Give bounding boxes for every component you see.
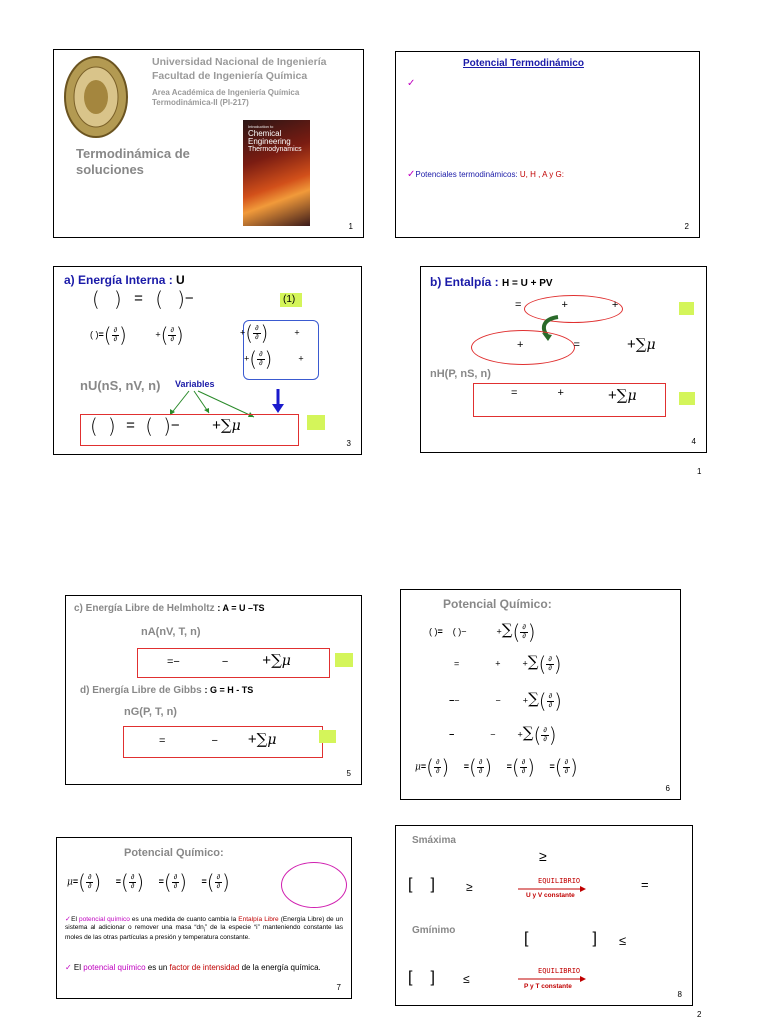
slide4-eq: H = U + PV: [502, 278, 553, 289]
slide-3: [53, 266, 362, 455]
slide5-d-eq: : G = H - TS: [204, 685, 254, 695]
page-number-2: 2: [697, 1010, 702, 1019]
slide4-eq2-sum: +∑μ: [627, 335, 656, 353]
slide6-row4: − − +∑( $\frac{\partial}{\partial}$): [449, 723, 557, 747]
slide7-number: 7: [336, 983, 341, 992]
slide8-le-row2: ≤: [463, 972, 470, 986]
slide8-equals: =: [641, 877, 649, 892]
slide-7: [56, 837, 352, 999]
slide-4: [420, 266, 707, 453]
slide-2: [395, 51, 700, 238]
book-cover-line2: Chemical: [248, 129, 282, 138]
slide8-ge-top: ≥: [539, 848, 547, 864]
faculty-name: Facultad de Ingeniería Química: [152, 70, 308, 82]
slide6-mu-row: μ=( $\frac{\partial}{\partial}$) =( $\frac{\partial}{\partial}$) =( $\frac{\partial}{\partial}$) =( $\frac{\partial}{\partial}$): [415, 755, 578, 779]
slide6-row1: ( )= ( )− +∑( $\frac{\partial}{\partial}$): [429, 620, 536, 644]
slide5-c-eq: : A = U –TS: [217, 603, 265, 613]
slide3-box-partials-2: +( $\frac{\partial}{\partial}$) +: [244, 347, 304, 371]
slide4-title-b: b) Entalpía :: [430, 275, 499, 289]
slide4-highlight-1: [679, 302, 694, 315]
slide3-title-a: a) Energía Interna :: [64, 273, 173, 287]
slide8-gmin: Gmínimo: [412, 925, 456, 936]
slide4-result-sum: +∑μ: [608, 386, 637, 404]
slide5-eq-a: =− − +∑μ: [167, 651, 291, 669]
slide2-letters: U, H , A y G:: [519, 170, 564, 179]
p1-a: El: [71, 916, 79, 923]
slide3-variables: Variables: [175, 379, 215, 389]
slide4-eq1: = + +: [515, 299, 619, 311]
slide2-title: Potencial Termodinámico: [463, 58, 584, 69]
slide8-cond2: P y T constante: [524, 983, 572, 990]
p2-d: factor de intensidad: [169, 963, 240, 972]
slide3-title: [64, 273, 185, 287]
slide5-na: nA(nV, T, n): [141, 626, 201, 638]
slide3-highlight-2: [307, 415, 325, 430]
slide3-box-partials: +( $\frac{\partial}{\partial}$) +: [240, 321, 300, 345]
course-name: Termodinámica-II (PI-217): [152, 98, 249, 107]
book-cover-line3: Engineering: [248, 137, 291, 146]
slide5-c-label: c) Energía Libre de Helmholtz: [74, 603, 215, 614]
p1-e: (Energía Libre) de un sistema al adicionar o remover una masa “dn: [65, 916, 343, 931]
slide3-nu: nU(nS, nV, n): [80, 378, 161, 393]
slide4-highlight-2: [679, 392, 695, 405]
slide3-partials: ( )=( $\frac{\partial}{\partial}$) +( $\frac{\partial}{\partial}$): [90, 323, 184, 347]
slide5-d: [80, 685, 253, 696]
slide2-number: 2: [684, 222, 689, 231]
slide8-row2: [ ]: [408, 969, 435, 986]
slide3-eq1: ( ) = ( )−: [92, 287, 194, 311]
book-cover: [243, 120, 310, 226]
slide5-d-label: d) Energía Libre de Gibbs: [80, 685, 202, 696]
slide1-title-line2: soluciones: [76, 162, 144, 177]
book-cover-line4: Thermodynamics: [248, 146, 302, 153]
slide8-cond1: U y V constante: [526, 892, 575, 899]
slide3-title-u: U: [176, 273, 185, 287]
slide8-bracket-mid: [ ]: [524, 930, 597, 947]
slide-8: [395, 825, 693, 1006]
slide3-marker: (1): [283, 294, 296, 305]
slide-6: [400, 589, 681, 800]
slide3-number: 3: [346, 439, 351, 448]
p2-b: potencial químico: [83, 963, 146, 972]
university-name: Universidad Nacional de Ingeniería: [152, 56, 327, 68]
slide5-ng: nG(P, T, n): [124, 706, 177, 718]
slide4-nh: nH(P, nS, n): [430, 368, 491, 380]
p2-a: El: [71, 963, 84, 972]
slide2-bullet: [407, 169, 564, 180]
slide1-number: 1: [348, 222, 353, 231]
slide2-bullet-text: Potenciales termodinámicos:: [415, 170, 518, 179]
slide8-number: 8: [677, 990, 682, 999]
p1-c: es una medida de cuanto cambia la: [129, 916, 239, 923]
check-icon: ✓: [407, 169, 416, 180]
slide7-magenta-ellipse: [281, 862, 347, 908]
slide1-title-line1: Termodinámica de: [76, 146, 190, 161]
slide8-smax: Smáxima: [412, 835, 456, 846]
slide4-title: [430, 275, 553, 289]
slide7-mu-row: μ=( $\frac{\partial}{\partial}$) =( $\frac{\partial}{\partial}$) =( $\frac{\partial}{\partial}$) =( $\frac{\partial}{\partial}$): [67, 870, 230, 894]
p1-f: ” de la especie “i” manteniendo constante las moles de las otras partículas a presión y temperatura constante.: [65, 924, 344, 942]
slide8-ge-row1: ≥: [466, 880, 473, 894]
slide8-eq2: EQUILIBRIO: [538, 967, 581, 975]
slide6-title: Potencial Químico:: [443, 597, 552, 611]
slide7-paragraph-2: ✓ El potencial químico es un factor de intensidad de la energía química.: [65, 963, 321, 972]
slide3-down-arrow-icon: [272, 389, 284, 413]
slide8-le-mid: ≤: [619, 933, 627, 948]
slide7-paragraph-1: ✓El potencial químico es una medida de cuanto cambia la Entalpía Libre (Energía Libre) de un sistema al adicionar o remover una masa “$dn_i$” de la especie “i” manteniendo constante las moles de las otras partículas a presión y temperatura constante.: [65, 916, 344, 942]
p1-d: Entalpía Libre: [238, 916, 279, 923]
p2-e: de la energía química.: [239, 963, 321, 972]
area-name: Area Académica de Ingeniería Química: [152, 88, 300, 97]
slide-5: [65, 595, 362, 785]
slide8-arrow-2-icon: [518, 976, 586, 982]
slide2-check-1: ✓: [407, 78, 416, 89]
slide6-row2: = + +∑( $\frac{\partial}{\partial}$): [454, 652, 562, 676]
university-seal: [64, 56, 128, 138]
slide5-highlight-a: [335, 653, 353, 667]
slide3-result-eq: ( ) = ( )− +∑μ: [90, 414, 241, 438]
page-number-1: 1: [697, 467, 702, 476]
slide7-title: Potencial Químico:: [124, 847, 224, 859]
slide6-number: 6: [665, 784, 670, 793]
slide6-row3: −− − +∑( $\frac{\partial}{\partial}$): [449, 689, 562, 713]
slide5-number: 5: [346, 769, 351, 778]
book-cover-line1: Introduction to: [248, 124, 274, 129]
slide-1: [53, 49, 364, 238]
slide5-c: [74, 603, 264, 614]
p2-c: es un: [145, 963, 170, 972]
p1-b: potencial químico: [79, 916, 130, 923]
slide8-eq1: EQUILIBRIO: [538, 877, 581, 885]
slide5-eq-g: = − +∑μ: [159, 730, 277, 748]
slide4-number: 4: [691, 437, 696, 446]
slide5-highlight-g: [319, 730, 336, 743]
slide8-row1: [ ]: [408, 876, 435, 893]
slide4-result-eq: = +: [511, 387, 564, 399]
slide4-eq2: + =: [517, 339, 580, 351]
